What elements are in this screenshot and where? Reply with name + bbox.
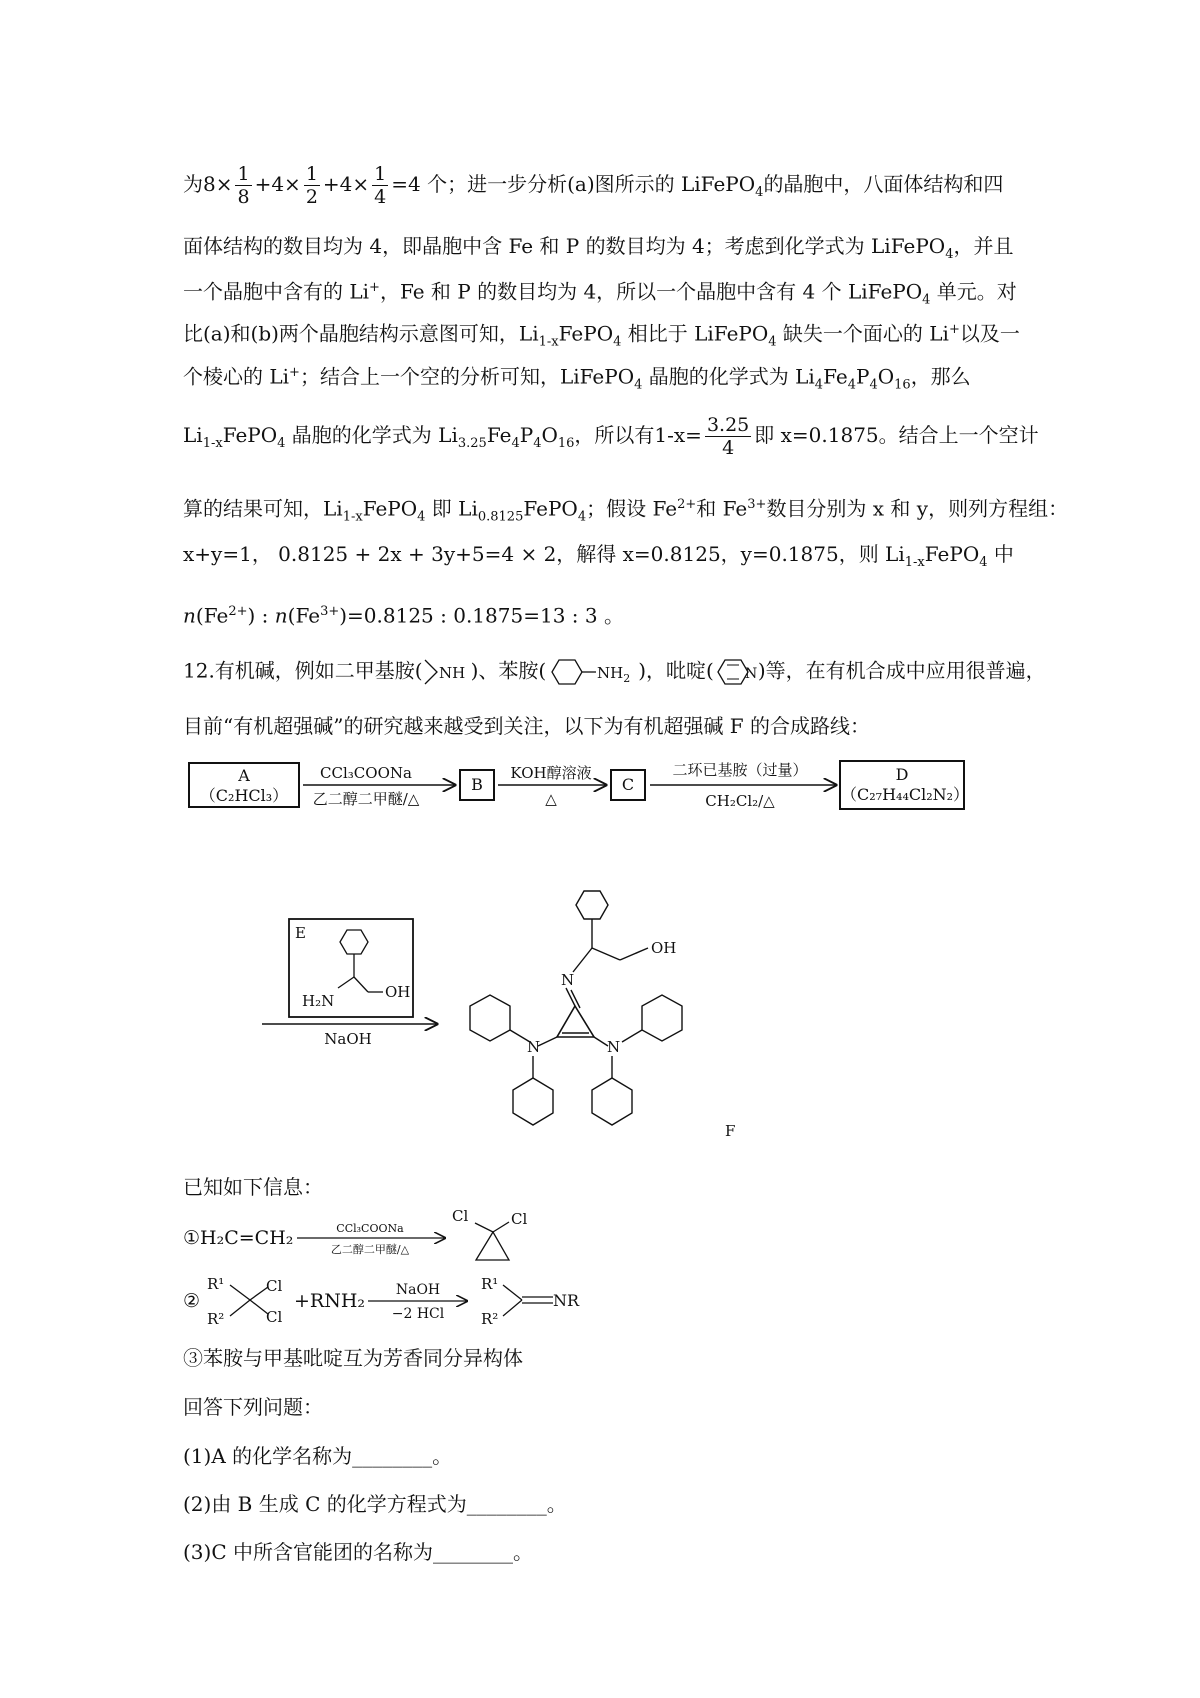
text-line-4: 比(a)和(b)两个晶胞结构示意图可知，$Li_{1-x}FePO_4$ 相比于 LiFePO$_4$ 缺失一个面心的 Li+以及一: [183, 321, 1020, 350]
compound-d-box: D （C₂₇H₄₄Cl₂N₂）: [839, 760, 965, 810]
svg-text:OH: OH: [385, 983, 411, 1001]
question-1: (1)A 的化学名称为________。: [183, 1444, 453, 1468]
text-line-8: x+y=1， 0.8125 + 2x + 3y+5=4 × 2，解得 x=0.8125，y=0.1875，则 $Li_{1-x}FePO_4$ 中: [183, 542, 1014, 570]
svg-text:R²: R²: [481, 1310, 499, 1328]
svg-text:R²: R²: [207, 1310, 225, 1328]
text-line-7: 算的结果可知，$Li_{1-x}FePO_4$ 即 $Li_{0.8125}FePO_4$；假设 $Fe^{2+}$和 $Fe^{3+}$数目分别为 x 和 y，则列方程组：: [183, 496, 1069, 525]
svg-text:R¹: R¹: [481, 1275, 499, 1293]
imine-structure: [481, 1275, 580, 1328]
known-info-3: ③苯胺与甲基吡啶互为芳香同分异构体: [183, 1346, 523, 1370]
svg-text:OH: OH: [651, 939, 677, 957]
compound-a-box: A （C₂HCl₃）: [188, 762, 300, 808]
compound-b-box: B: [459, 769, 495, 801]
svg-text:Cl: Cl: [266, 1277, 283, 1295]
known-1-reactant: ①H₂C=CH₂: [183, 1227, 294, 1249]
question-3: (3)C 中所含官能团的名称为________。: [183, 1540, 533, 1564]
text-line-5: 个棱心的 Li+；结合上一个空的分析可知，LiFePO$_4$ 晶胞的化学式为 $Li_4Fe_4P_4O_{16}$，那么: [183, 364, 971, 393]
svg-text:H₂N: H₂N: [302, 992, 335, 1010]
compound-e-structure: [302, 930, 410, 1010]
compound-f-label: F: [725, 1122, 736, 1140]
compound-e-label: E: [295, 924, 306, 942]
compound-f-structure: [470, 891, 682, 1125]
arrow-3-reagent: 二环已基胺（过量）: [672, 761, 808, 779]
text-line-1: 为8× $\frac{1}{8}$ +4× $\frac{1}{2}$ +4× $\frac{1}{4}$ =4 个；进一步分析(a)图所示的 LiFePO$_4$的晶胞中，八面体结构和四: [183, 163, 1004, 208]
question-12-line-1: 12.有机碱，例如二甲基胺( NH )、苯胺( $NH_2$ )，吡啶( N )等，在有机合成中应用很普遍，: [183, 656, 1046, 688]
dichlorocyclopropane-structure: [452, 1207, 527, 1260]
svg-text:N: N: [744, 666, 758, 682]
svg-text:R¹: R¹: [207, 1275, 225, 1293]
fraction-1-2: $\frac{1}{2}$: [305, 163, 318, 208]
svg-text:N: N: [561, 971, 575, 989]
arrow-2-condition: △: [545, 790, 557, 808]
fraction-3-25-over-4: $\frac{3.25}{4}$: [706, 414, 750, 459]
svg-text:Cl: Cl: [266, 1308, 283, 1326]
text-line-2: 面体结构的数目均为 4，即晶胞中含 Fe 和 P 的数目均为 4；考虑到化学式为 LiFePO$_4$，并且: [183, 234, 1014, 262]
known-2-amine: +RNH₂: [294, 1290, 366, 1312]
arrow-4-condition: NaOH: [324, 1030, 372, 1048]
fraction-1-4: $\frac{1}{4}$: [374, 163, 387, 208]
question-12-line-2: 目前“有机超强碱”的研究越来越受到关注，以下为有机超强碱 F 的合成路线：: [183, 714, 871, 738]
svg-text:NH2: $NH_2$: [597, 664, 631, 685]
arrow-3-condition: CH₂Cl₂/△: [705, 792, 775, 810]
gem-dichloride-structure: [207, 1275, 282, 1328]
svg-text:N: N: [607, 1038, 621, 1056]
svg-text:NR: NR: [553, 1291, 580, 1310]
known-2-marker: ②: [183, 1290, 201, 1312]
text-line-6: $Li_{1-x}FePO_4$ 晶胞的化学式为 $Li_{3.25}Fe_4P_4O_{16}$，所以有1-x= $\frac{3.25}{4}$ 即 x=0.1875。结合上一个空计: [183, 414, 1039, 459]
known-info-title: 已知如下信息：: [183, 1175, 323, 1199]
text-line-9: $n(Fe^{2+})$ : $n(Fe^{3+})=0.8125$ : 0.1875=13 : 3 。: [183, 603, 624, 628]
compound-c-box: C: [610, 769, 646, 801]
arrow-2-reagent: KOH醇溶液: [510, 764, 592, 782]
svg-text:Cl: Cl: [511, 1210, 528, 1228]
svg-text:Cl: Cl: [452, 1207, 469, 1225]
arrow-1-reagent: CCl₃COONa: [320, 764, 412, 782]
known-2-condition: −2 HCl: [391, 1306, 445, 1322]
fraction-1-8: $\frac{1}{8}$: [237, 163, 250, 208]
known-1-condition: 乙二醇二甲醚/△: [330, 1243, 410, 1256]
svg-text:N: N: [527, 1038, 541, 1056]
arrow-1-condition: 乙二醇二甲醚/△: [312, 790, 420, 808]
known-2-reagent: NaOH: [395, 1282, 441, 1298]
question-2: (2)由 B 生成 C 的化学方程式为________。: [183, 1492, 567, 1516]
text-line-3: 一个晶胞中含有的 Li+，Fe 和 P 的数目均为 4，所以一个晶胞中含有 4 个 LiFePO$_4$ 单元。对: [183, 279, 1017, 308]
svg-text:NH: NH: [438, 664, 465, 682]
known-1-reagent: CCl₃COONa: [336, 1222, 404, 1235]
questions-title: 回答下列问题：: [183, 1395, 323, 1419]
